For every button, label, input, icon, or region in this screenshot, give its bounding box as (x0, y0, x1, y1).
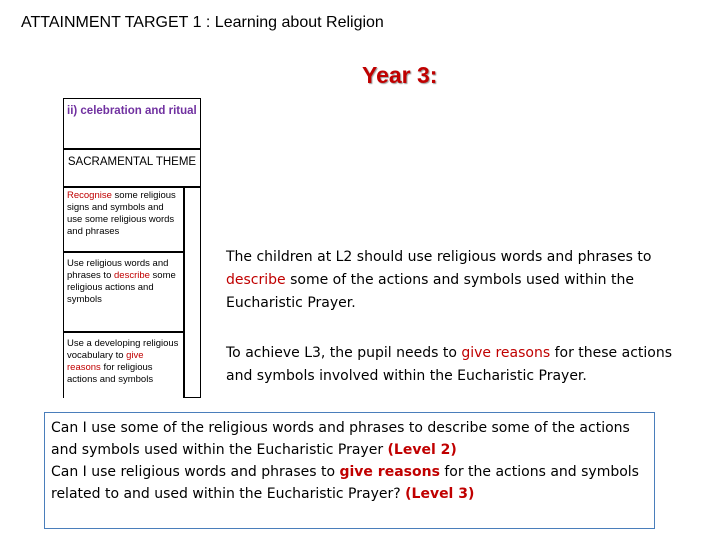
q2-text-post: for the actions and symbols related to and used within the Eucharistic Prayer? (51, 464, 639, 502)
p2-text-post: for these actions and symbols involved within the Eucharistic Prayer. (226, 345, 673, 384)
p2-text-pre: To achieve L3, the pupil needs to (226, 345, 462, 361)
q2-highlight: give reasons (339, 464, 440, 480)
q1-level: (Level 2) (387, 442, 457, 458)
cell2-highlight: describe (114, 270, 150, 281)
table-side-column (184, 187, 201, 398)
level-cell-1 (63, 187, 184, 252)
p1-text-pre: The children at L2 should use religious words and phrases to (226, 249, 652, 265)
p1-text-post: some of the actions and symbols used within the Eucharistic Prayer. (226, 272, 634, 311)
page-title: ATTAINMENT TARGET 1 : Learning about Religion (21, 14, 384, 31)
q2-text-pre: Can I use religious words and phrases to (51, 464, 340, 480)
level3-paragraph (226, 342, 686, 388)
cell3-text-pre: Use a developing religious vocabulary to (67, 338, 179, 361)
question-2 (51, 461, 648, 505)
cell2-text-pre: Use religious words and phrases to (67, 258, 169, 281)
level-cell-3 (63, 332, 184, 398)
p1-highlight: describe (226, 272, 286, 288)
cell2-text-post: some religious actions and symbols (67, 270, 176, 305)
level-cell-2 (63, 252, 184, 332)
level2-paragraph (226, 246, 686, 315)
p2-highlight: give reasons (461, 345, 551, 361)
q2-level: (Level 3) (405, 486, 475, 502)
q1-text: Can I use some of the religious words and phrases to describe some of the actions and symbols used within the Eucharistic Prayer (51, 420, 630, 458)
cell3-highlight: give reasons (67, 350, 144, 373)
cell1-text: some religious signs and symbols and use some religious words and phrases (67, 190, 176, 237)
question-1 (51, 417, 648, 461)
cell3-text-post: for religious actions and symbols (67, 362, 154, 385)
theme-box: SACRAMENTAL THEME (63, 149, 201, 187)
cell1-highlight: Recognise (67, 190, 112, 201)
strand-box: ii) celebration and ritual (63, 98, 201, 149)
year-heading: Year 3: (362, 62, 438, 88)
question-box (44, 412, 655, 529)
